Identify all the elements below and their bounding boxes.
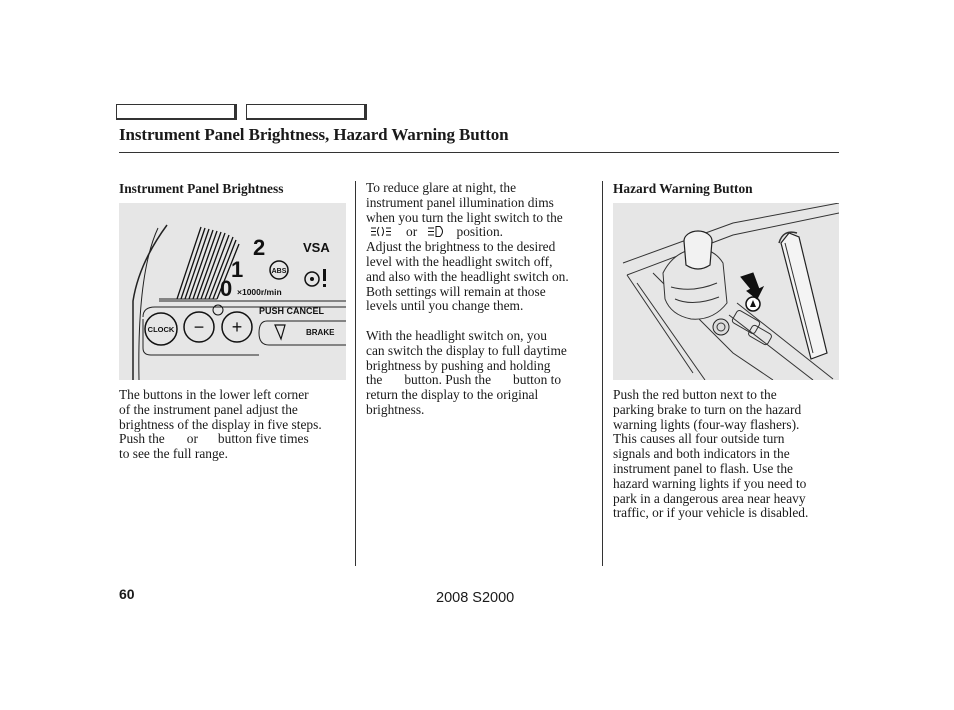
svg-text:ABS: ABS <box>271 268 287 275</box>
tach-label-2: 2 <box>253 235 266 260</box>
title-rule <box>119 152 839 153</box>
col2-line-1: To reduce glare at night, the <box>366 180 517 195</box>
col2-line-8: Both settings will remain at those <box>366 283 546 299</box>
col2-line-2: instrument panel illumination dims <box>366 194 554 210</box>
page-number: 60 <box>119 586 135 602</box>
center-console-illustration <box>613 203 839 380</box>
brightness-plus-button[interactable] <box>222 312 252 342</box>
col2-line-3: when you turn the light switch to the <box>366 209 563 225</box>
svg-text:−: − <box>193 317 205 337</box>
brake-indicator-icon <box>275 325 285 339</box>
col2-line-4-part-1: or <box>406 224 418 240</box>
section-heading-instrument-brightness: Instrument Panel Brightness <box>119 181 284 196</box>
col1-line-5: to see the full range. <box>119 446 228 462</box>
col1-line-4-part-2: or <box>186 431 198 447</box>
tach-label-1: 1 <box>231 257 244 282</box>
col1-line-4-part-1: Push the <box>119 431 165 447</box>
col3-line-5: signals and both indicators in the <box>613 446 790 462</box>
instrument-panel-illustration <box>119 203 346 380</box>
col2-line-4-part-2: position. <box>456 224 504 240</box>
headlight-icon <box>427 225 447 238</box>
col1-line-2: of the instrument panel adjust the <box>119 401 298 417</box>
column-divider-1 <box>355 181 356 566</box>
col3-body-text <box>613 388 841 521</box>
col2-blank-line <box>366 314 600 329</box>
warning-indicator-icon <box>305 269 326 287</box>
col2-line-9: levels until you change them. <box>366 298 524 314</box>
col2-line-7: and also with the headlight switch on. <box>366 268 569 284</box>
vsa-indicator: VSA <box>303 240 330 255</box>
col3-line-1: Push the red button next to the <box>613 387 777 402</box>
abs-indicator-icon <box>270 261 288 279</box>
rpm-unit-label: ×1000r/min <box>237 287 282 297</box>
hazard-button-icon[interactable] <box>746 297 760 311</box>
col3-line-8: park in a dangerous area near heavy <box>613 490 806 506</box>
col2-line-13-part-2: button. Push the <box>404 372 492 388</box>
col1-line-1: The buttons in the lower left corner <box>119 387 309 402</box>
svg-text:CLOCK: CLOCK <box>147 325 175 334</box>
hazard-button-figure <box>613 203 839 380</box>
col2-line-13-part-3: button to <box>513 372 562 388</box>
tach-label-0: 0 <box>220 276 233 301</box>
brake-label: BRAKE <box>306 328 335 337</box>
col2-line-6: level with the headlight switch off, <box>366 253 553 269</box>
col3-line-9: traffic, or if your vehicle is disabled. <box>613 505 809 521</box>
pointer-arrow-icon <box>741 273 763 299</box>
col1-line-4 <box>119 432 351 447</box>
col2-line-11: can switch the display to full daytime <box>366 342 567 358</box>
svg-text:+: + <box>231 317 243 337</box>
col1-body-text <box>119 388 351 462</box>
col2-body-text <box>366 181 600 418</box>
col3-line-6: instrument panel to flash. Use the <box>613 460 793 476</box>
col3-line-2: parking brake to turn on the hazard <box>613 401 802 417</box>
push-cancel-label: PUSH CANCEL <box>259 306 325 316</box>
col2-line-5: Adjust the brightness to the desired <box>366 239 556 255</box>
section-heading-hazard-warning: Hazard Warning Button <box>613 181 753 196</box>
header-tab-1 <box>116 104 237 120</box>
col3-line-4: This causes all four outside turn <box>613 431 785 447</box>
clock-button[interactable] <box>145 313 177 345</box>
col2-line-12: brightness by pushing and holding <box>366 357 551 373</box>
footer-model: 2008 S2000 <box>436 590 515 606</box>
col2-line-13 <box>366 373 600 388</box>
header-tab-2 <box>246 104 367 120</box>
instrument-panel-figure <box>119 203 346 380</box>
col2-line-4 <box>366 225 600 240</box>
column-divider-2 <box>602 181 603 566</box>
col3-line-7: hazard warning lights if you need to <box>613 475 807 491</box>
col1-line-4-part-3: button five times <box>217 431 309 447</box>
col3-line-3: warning lights (four-way flashers). <box>613 416 800 432</box>
brightness-minus-button[interactable] <box>184 312 214 342</box>
col2-line-15: brightness. <box>366 401 425 417</box>
col2-line-13-part-1: the <box>366 372 383 388</box>
col1-line-3: brightness of the display in five steps. <box>119 416 322 432</box>
parking-lights-icon <box>370 225 400 238</box>
page-title: Instrument Panel Brightness, Hazard Warning Button <box>119 125 509 144</box>
col2-line-10: With the headlight switch on, you <box>366 327 547 343</box>
col2-line-14: return the display to the original <box>366 387 539 403</box>
